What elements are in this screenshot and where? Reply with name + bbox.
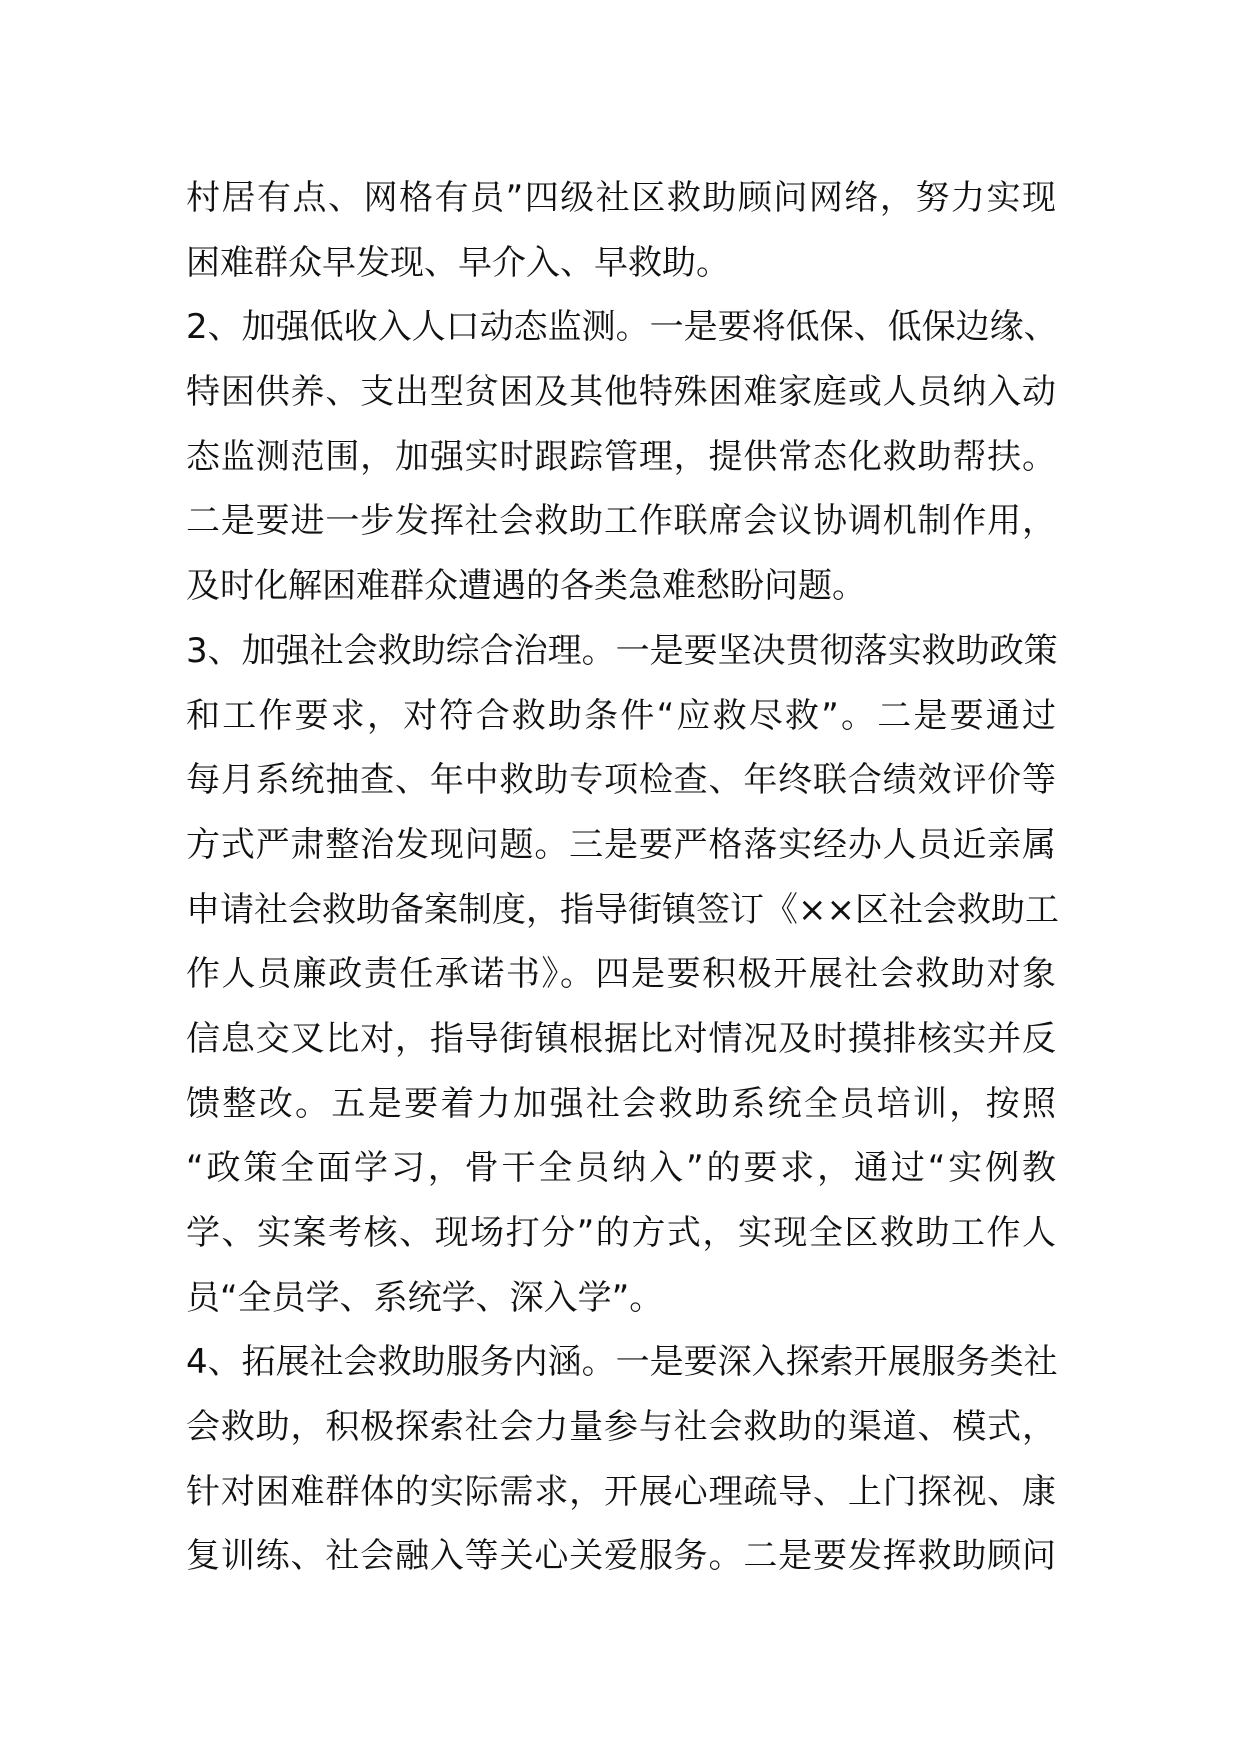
text-line: 员“全员学、系统学、深入学”。 [186,1277,664,1318]
text-line: 态监测范围，加强实时跟踪管理，提供常态化救助帮扶。 [186,436,1056,477]
text-line: 学、实案考核、现场打分”的方式，实现全区救助工作人 [186,1213,1056,1253]
text-line: 每月系统抽查、年中救助专项检查、年终联合绩效评价等 [186,760,1056,801]
text-line: 4、拓展社会救助服务内涵。一是要深入探索开展服务类社 [186,1342,1058,1383]
document-body [186,166,1059,1589]
text-line: 会救助，积极探索社会力量参与社会救助的渠道、模式， [186,1407,1056,1448]
text-line: 村居有点、网格有员”四级社区救助顾问网络，努力实现 [186,178,1056,218]
text-line: 和工作要求，对符合救助条件“应救尽救”。二是要通过 [186,695,1056,736]
text-line: 作人员廉政责任承诺书》。四是要积极开展社会救助对象 [186,954,1056,995]
text-line: 3、加强社会救助综合治理。一是要坚决贯彻落实救助政策 [186,630,1058,671]
text-line: 馈整改。五是要着力加强社会救助系统全员培训，按照 [186,1083,1056,1124]
text-line: 二是要进一步发挥社会救助工作联席会议协调机制作用， [186,501,1056,542]
text-line: 2、加强低收入人口动态监测。一是要将低保、低保边缘、 [186,307,1058,348]
text-line: 复训练、社会融入等关心关爱服务。二是要发挥救助顾问 [186,1536,1056,1577]
text-line: 信息交叉比对，指导街镇根据比对情况及时摸排核实并反 [186,1018,1056,1059]
text-line: 申请社会救助备案制度，指导街镇签订《××区社会救助工 [186,889,1059,930]
text-line: 困难群众早发现、早介入、早救助。 [186,242,730,283]
text-line: 特困供养、支出型贫困及其他特殊困难家庭或人员纳入动 [186,372,1056,413]
text-line: “政策全面学习，骨干全员纳入”的要求，通过“实例教 [186,1148,1056,1189]
text-line: 方式严肃整治发现问题。三是要严格落实经办人员近亲属 [186,824,1056,865]
text-line: 针对困难群体的实际需求，开展心理疏导、上门探视、康 [186,1471,1056,1512]
text-line: 及时化解困难群众遭遇的各类急难愁盼问题。 [186,566,866,607]
